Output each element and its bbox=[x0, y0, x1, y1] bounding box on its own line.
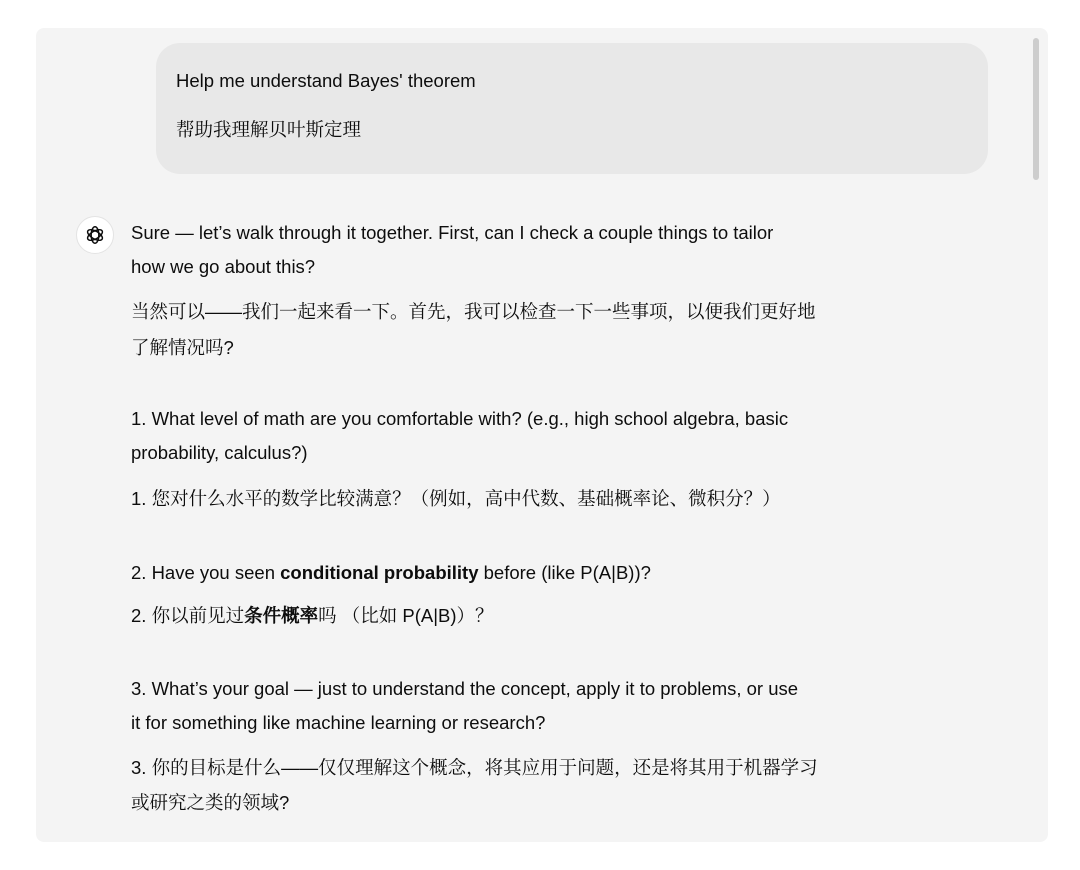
question-3-en-2: it for something like machine learning or research? bbox=[131, 712, 546, 733]
question-1-zh: 1. 您对什么水平的数学比较满意？（例如，高中代数、基础概率论、微积分？） bbox=[131, 488, 781, 509]
user-message-text-zh: 帮助我理解贝叶斯定理 bbox=[176, 119, 362, 140]
openai-logo-icon bbox=[84, 224, 106, 246]
response-intro-zh-1: 当然可以——我们一起来看一下。首先，我可以检查一下一些事项，以便我们更好地 bbox=[131, 301, 816, 322]
user-message-text-en: Help me understand Bayes' theorem bbox=[176, 70, 476, 91]
bold-term-zh: 条件概率 bbox=[244, 605, 319, 626]
response-intro-en-1: Sure — let’s walk through it together. First, can I check a couple things to tailor bbox=[131, 222, 774, 243]
question-2-en: 2. Have you seen conditional probability before (like P(A|B))? bbox=[131, 562, 651, 583]
question-3-zh-1: 3. 你的目标是什么——仅仅理解这个概念，将其应用于问题，还是将其用于机器学习 bbox=[131, 757, 818, 778]
question-1-en-1: 1. What level of math are you comfortable with? (e.g., high school algebra, basic bbox=[131, 408, 789, 429]
assistant-avatar bbox=[76, 216, 114, 254]
scrollbar[interactable] bbox=[1033, 38, 1039, 180]
user-message-bubble bbox=[156, 43, 988, 174]
question-3-en-1: 3. What’s your goal — just to understand the concept, apply it to problems, or use bbox=[131, 678, 799, 699]
question-3-zh-2: 或研究之类的领域? bbox=[131, 792, 290, 813]
question-2-zh: 2. 你以前见过条件概率吗 （比如 P(A|B)）？ bbox=[131, 605, 494, 626]
bold-term-en: conditional probability bbox=[280, 562, 479, 583]
response-intro-en-2: how we go about this? bbox=[131, 256, 316, 277]
response-intro-zh-2: 了解情况吗? bbox=[131, 337, 234, 358]
question-1-en-2: probability, calculus?) bbox=[131, 442, 308, 463]
